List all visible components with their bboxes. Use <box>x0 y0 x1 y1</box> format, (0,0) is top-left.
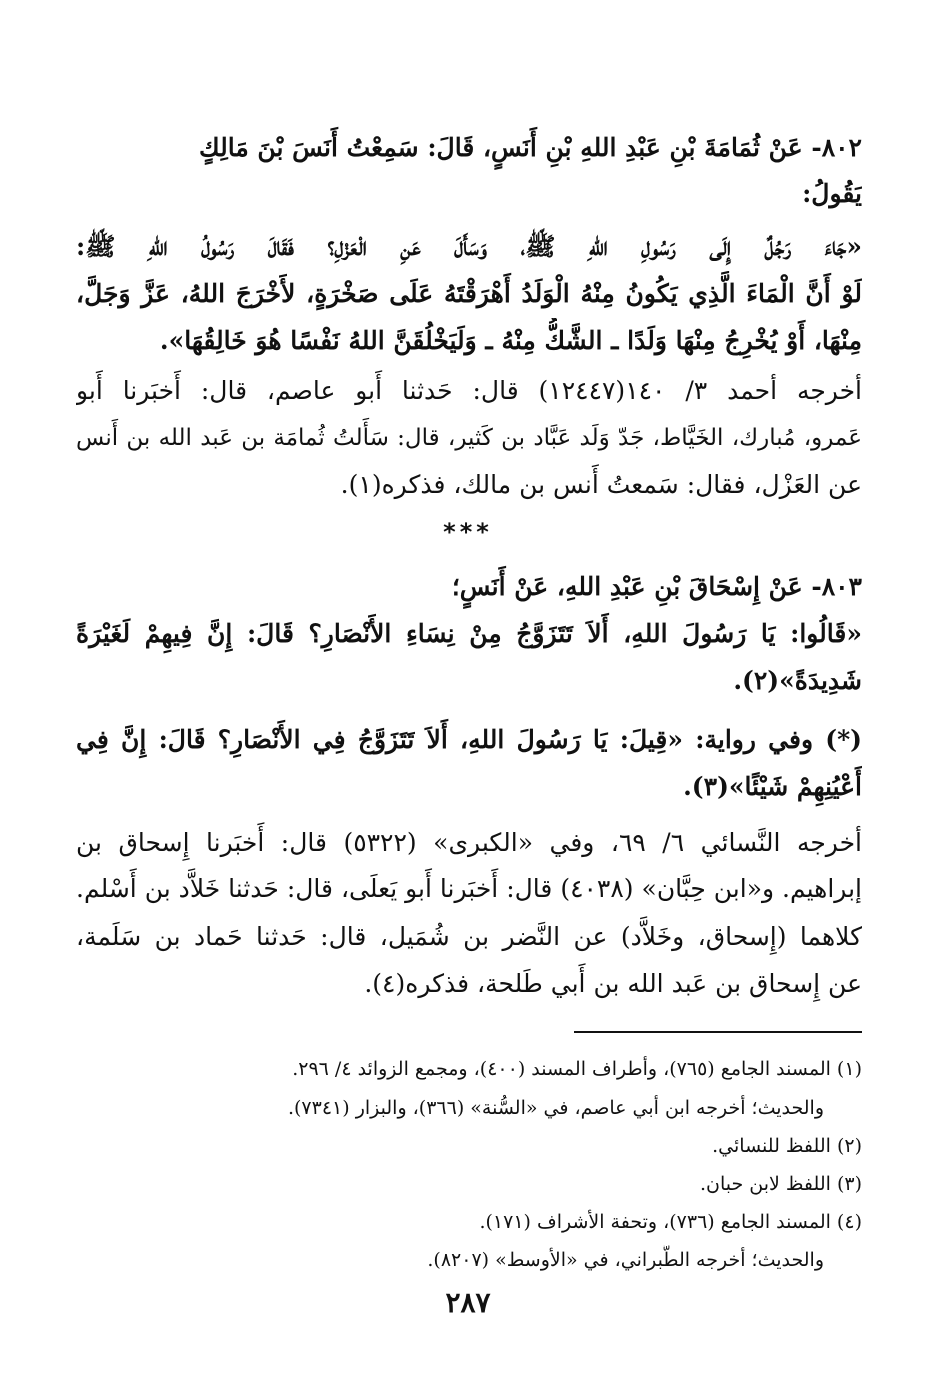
hadith-803-matn-line: شَدِيدَةً»(٢). <box>733 666 862 695</box>
footnote-2: (٢) اللفظ للنسائي. <box>712 1135 862 1157</box>
footnote-1: (١) المسند الجامع (٧٦٥)، وأطراف المسند (٤٠٠)، ومجمع الزوائد ٤/ ٢٩٦. <box>292 1058 862 1080</box>
hadith-803-variant-line: أَعْيُنِهِمْ شَيْئًا»(٣). <box>683 772 862 801</box>
hadith-802-heading-cont: يَقُولُ: <box>802 179 862 208</box>
hadith-803-takhrij-line: أخرجه النَّسائي ٦/ ٦٩، وفي «الكبرى» (٥٣٢٢) قال: أَخبَرنا إِسحاق بن <box>76 828 862 857</box>
hadith-803-takhrij-line: عن إِسحاق بن عَبد الله بن أَبي طَلحة، فذكره(٤). <box>364 969 862 998</box>
footnote-3: (٣) اللفظ لابن حبان. <box>699 1173 862 1195</box>
hadith-803-takhrij-line: كلاهما (إِسحاق، وخَلاَّد) عن النَّضر بن شُمَيل، قال: حَدثنا حَماد بن سَلَمة، <box>76 922 862 951</box>
footnote-4-cont: والحديث؛ أخرجه الطَّبراني، في «الأوسط» (٨٢٠٧). <box>427 1249 824 1271</box>
page-number: ٢٨٧ <box>445 1286 491 1319</box>
hadith-802-takhrij-line: عن العَزْل، فقال: سَمعتُ أَنس بن مالك، فذكره(١). <box>340 470 862 499</box>
footnote-divider <box>574 1031 862 1033</box>
hadith-802-matn-line: مِنْهَا، أَوْ يُخْرِجُ مِنْهَا وَلَدًا ـ الشَّكُّ مِنْهُ ـ وَلَيَخْلُقَنَّ اللهُ نَفْسًا هُوَ خَالِقُهَا». <box>159 326 862 355</box>
hadith-802-matn-line: «جَاءَ رَجُلٌ إِلَى رَسُولِ اللهِ ﷺ، وَسَأَلَ عَنِ الْعَزْلِ؟ فَقَالَ رَسُولُ اللهِ ﷺ: <box>76 232 862 261</box>
hadith-802-takhrij-line: أخرجه أحمد ٣/ ١٤٠(١٢٤٤٧) قال: حَدثنا أَبو عاصم، قال: أَخبَرنا أَبو <box>76 376 862 405</box>
footnote-1-cont: والحديث؛ أخرجه ابن أبي عاصم، في «السُّنة» (٣٦٦)، والبزار (٧٣٤١). <box>287 1097 824 1119</box>
hadith-803-matn-line: «قَالُوا: يَا رَسُولَ اللهِ، أَلاَ تَتَزَوَّجُ مِنْ نِسَاءِ الأَنْصَارِ؟ قَالَ: إِنَّ فِيهِمْ لَغَيْرَةً <box>76 619 862 648</box>
hadith-802-takhrij-line: عَمرو، مُبارك، الخَيَّاط، جَدّ وَلَد عَبَّاد بن كَثير، قال: سَأَلتُ ثُمامَة بن عَبد الله بن أَنس <box>76 425 862 451</box>
hadith-803-variant-line: (*) وفي رواية: «قِيلَ: يَا رَسُولَ اللهِ، أَلاَ تَتَزَوَّجُ فِي الأَنْصَارِ؟ قَالَ: إِنَّ فِي <box>76 725 862 754</box>
hadith-802-matn-line: لَوْ أَنَّ الْمَاءَ الَّذِي يَكُونُ مِنْهُ الْوَلَدُ أَهْرَقْتَهُ عَلَى صَخْرَةٍ، لأَخْرَجَ اللهُ، عَزَّ وَجَلَّ، <box>76 279 862 308</box>
footnote-4: (٤) المسند الجامع (٧٣٦)، وتحفة الأشراف (١٧١). <box>479 1211 862 1233</box>
section-separator: *** <box>443 518 493 546</box>
hadith-802-heading: ٨٠٢- عَنْ ثُمَامَةَ بْنِ عَبْدِ اللهِ بْنِ أَنَسٍ، قَالَ: سَمِعْتُ أَنَسَ بْنَ مَالِكٍ <box>199 133 862 162</box>
hadith-803-heading: ٨٠٣- عَنْ إِسْحَاقَ بْنِ عَبْدِ اللهِ، عَنْ أَنَسٍ؛ <box>451 572 862 601</box>
hadith-803-takhrij-line: إبراهيم. و«ابن حِبَّان» (٤٠٣٨) قال: أَخبَرنا أَبو يَعلَى، قال: حَدثنا خَلاَّد بن أَسْلم. <box>76 874 862 903</box>
